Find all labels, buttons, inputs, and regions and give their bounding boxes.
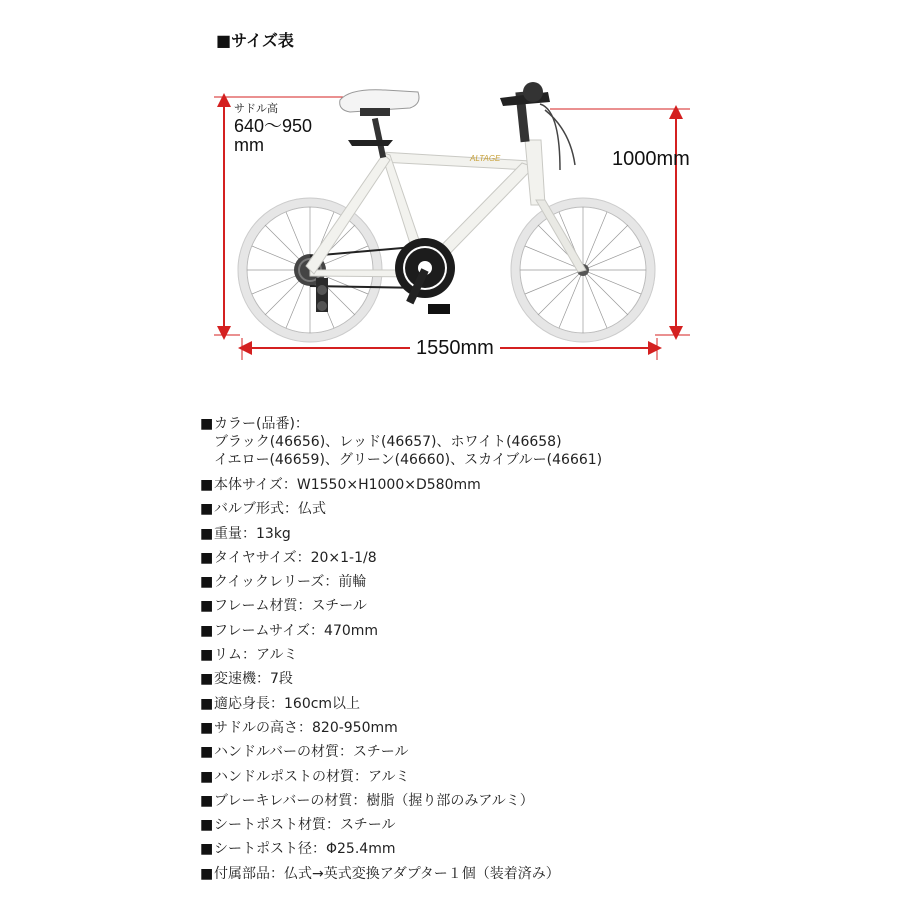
spec-text: バルブ形式：仏式 <box>214 501 326 518</box>
bullet-icon: ■ <box>200 865 214 882</box>
spec-text: フレーム材質：スチール <box>214 598 367 615</box>
spec-text: 変速機：7段 <box>214 671 293 688</box>
bullet-icon: ■ <box>200 477 214 493</box>
bullet-icon: ■ <box>200 574 214 591</box>
bullet-icon: ■ <box>200 817 214 834</box>
spec-item <box>200 695 860 719</box>
total-length-label: 1550mm <box>410 337 500 360</box>
spec-item <box>200 719 860 743</box>
spec-color-line: ブラック(46656)、レッド(46657)、ホワイト(46658) <box>214 434 562 450</box>
bullet-icon: ■ <box>200 647 214 664</box>
bullet-icon: ■ <box>200 792 214 809</box>
spec-text: 付属部品：仏式→英式変換アダプター１個（装着済み） <box>214 865 560 882</box>
bullet-icon: ■ <box>200 841 214 858</box>
bullet-icon: ■ <box>200 744 214 761</box>
spec-item <box>200 646 860 670</box>
saddle <box>340 90 419 158</box>
bullet-icon: ■ <box>200 501 214 518</box>
bullet-icon: ■ <box>200 622 214 639</box>
rear-derailleur <box>316 278 328 312</box>
spec-item <box>200 597 860 621</box>
spec-text: クイックレリーズ：前輪 <box>214 574 367 591</box>
spec-text: シートポスト材質：スチール <box>214 817 396 834</box>
bullet-icon: ■ <box>200 768 214 785</box>
spec-list <box>200 415 860 889</box>
spec-item <box>200 743 860 767</box>
spec-text: タイヤサイズ：20×1-1/8 <box>214 549 377 566</box>
spec-item <box>200 622 860 646</box>
bullet-icon: ■ <box>200 719 214 736</box>
spec-item <box>200 670 860 694</box>
spec-item <box>200 816 860 840</box>
bullet-icon: ■ <box>200 416 214 432</box>
spec-color-line: イエロー(46659)、グリーン(46660)、スカイブルー(46661) <box>214 452 603 468</box>
saddle-height-unit: mm <box>234 135 264 155</box>
spec-text: シートポスト径：Φ25.4mm <box>214 841 396 858</box>
spec-item <box>200 549 860 573</box>
spec-item <box>200 573 860 597</box>
bullet-icon: ■ <box>200 549 214 566</box>
chainring <box>395 238 455 314</box>
spec-text: ハンドルバーの材質：スチール <box>214 744 409 761</box>
spec-item <box>200 500 860 524</box>
bullet-icon: ■ <box>200 671 214 688</box>
bullet-icon: ■ <box>200 525 214 542</box>
spec-item <box>200 792 860 816</box>
spec-color-label: カラー(品番)： <box>214 416 309 432</box>
spec-item <box>200 525 860 549</box>
spec-text: フレームサイズ：470mm <box>214 622 379 639</box>
spec-item <box>200 476 860 500</box>
spec-item <box>200 768 860 792</box>
spec-text: リム：アルミ <box>214 647 298 664</box>
spec-color <box>200 415 860 469</box>
spec-item <box>200 840 860 864</box>
frame-brand-mark: ALTAGE <box>470 154 501 163</box>
bullet-icon: ■ <box>200 695 214 712</box>
spec-text: サドルの高さ：820-950mm <box>214 719 398 736</box>
page-title: ■サイズ表 <box>216 31 294 50</box>
spec-text: 適応身長：160cm以上 <box>214 695 361 712</box>
bullet-icon: ■ <box>200 598 214 615</box>
total-height-label: 1000mm <box>612 148 690 170</box>
spec-text: 本体サイズ：W1550×H1000×D580mm <box>214 477 481 493</box>
spec-item <box>200 865 860 889</box>
spec-text: ブレーキレバーの材質：樹脂（握り部のみアルミ） <box>214 792 534 809</box>
spec-text: ハンドルポストの材質：アルミ <box>214 768 410 785</box>
saddle-height-range: 640〜950 <box>234 116 313 136</box>
saddle-height-caption: サドル高 <box>234 103 278 115</box>
spec-text: 重量：13kg <box>214 525 291 542</box>
